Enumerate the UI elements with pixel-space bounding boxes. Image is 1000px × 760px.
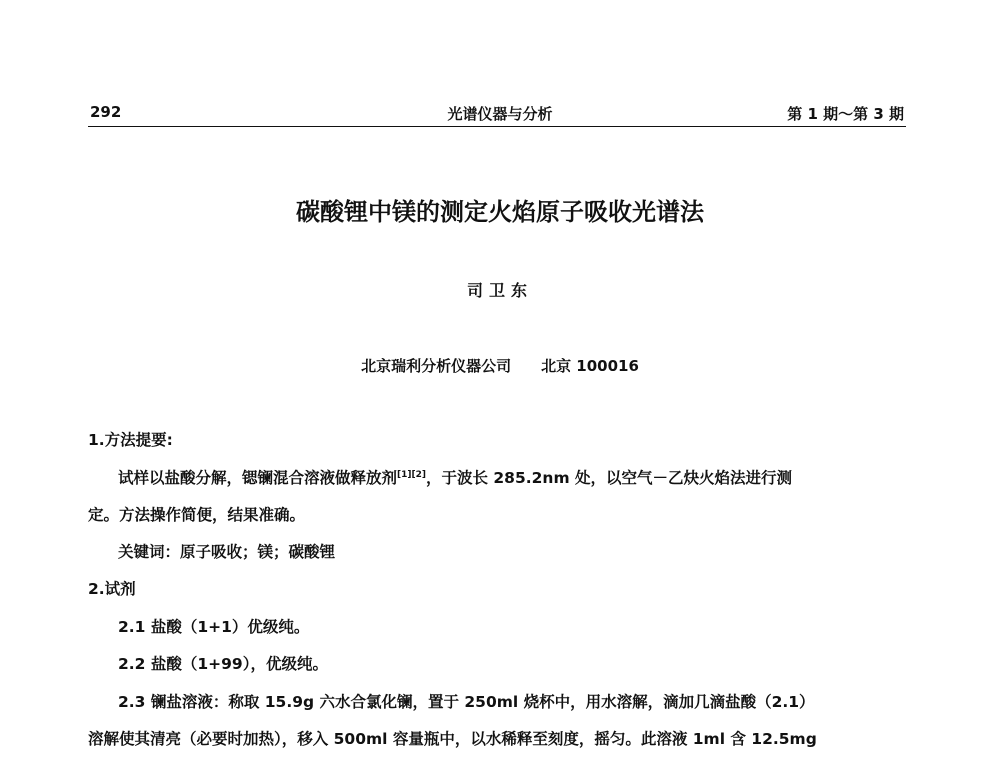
text: 试样以盐酸分解，锶镧混合溶液做释放剂 xyxy=(118,469,398,487)
paragraph-line xyxy=(118,466,792,488)
affiliation: 北京瑞利分析仪器公司 北京 100016 xyxy=(361,357,639,375)
paragraph-line: 定。方法操作简便，结果准确。 xyxy=(88,506,306,524)
journal-name: 光谱仪器与分析 xyxy=(447,105,553,123)
author: 司卫东 xyxy=(466,281,533,300)
header-rule xyxy=(88,126,906,127)
section-heading: 2.试剂 xyxy=(88,580,136,598)
paragraph-line: 2.1 盐酸（1+1）优级纯。 xyxy=(118,618,310,636)
paragraph-line: 2.2 盐酸（1+99），优级纯。 xyxy=(118,655,328,673)
paragraph-line: 溶解使其清亮（必要时加热），移入 500ml 容量瓶中，以水稀释至刻度，摇匀。此溶液 1ml 含 12.5mg xyxy=(88,730,817,748)
text: ，于波长 285.2nm 处，以空气－乙炔火焰法进行测 xyxy=(426,469,793,487)
issue-label: 第 1 期～第 3 期 xyxy=(787,105,904,123)
section-heading: 1.方法提要: xyxy=(88,431,173,449)
paragraph-line: 2.3 镧盐溶液：称取 15.9g 六水合氯化镧，置于 250ml 烧杯中，用水溶解，滴加几滴盐酸（2.1） xyxy=(118,693,815,711)
page-number: 292 xyxy=(90,103,122,121)
keywords: 关键词：原子吸收；镁；碳酸锂 xyxy=(118,543,336,561)
reference-marker: [1][2] xyxy=(397,469,426,480)
article-title: 碳酸锂中镁的测定火焰原子吸收光谱法 xyxy=(296,198,704,226)
